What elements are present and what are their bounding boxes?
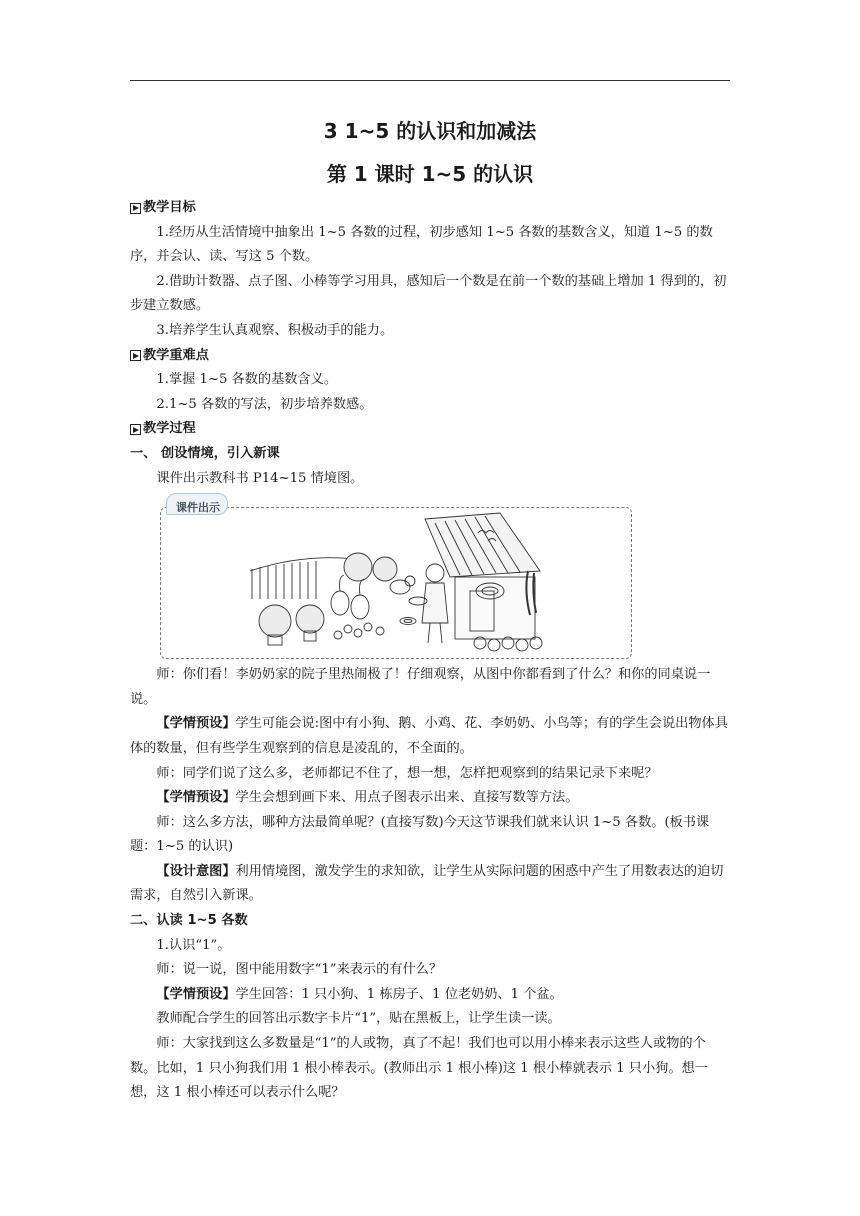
scene-figure — [130, 495, 730, 661]
section-process-heading: 教学过程 — [130, 417, 730, 442]
key-item: 1.掌握 1~5 各数的基数含义。 — [156, 372, 338, 388]
part1-intro: 课件出示教科书 P14~15 情境图。 — [156, 470, 364, 486]
section-goals-heading: 教学目标 — [130, 196, 730, 221]
paragraph: 师：说一说，图中能用数字“1”来表示的有什么？ — [156, 962, 443, 978]
document-body — [130, 196, 730, 1106]
design-tag: 【设计意图】 — [156, 863, 236, 879]
figure-label: 课件出示 — [176, 501, 220, 515]
paragraph: 【学情预设】学生可能会说:图中有小狗、鹅、小鸡、花、李奶奶、小鸟等；有的学生会说出物体具体的数量，但有些学生观察到的信息是凌乱的，不全面的。 — [130, 716, 728, 756]
paragraph: 【学情预设】学生回答：1 只小狗、1 栋房子、1 位老奶奶、1 个盆。 — [156, 986, 563, 1002]
paragraph: 【学情预设】学生会想到画下来、用点子图表示出来、直接写数等方法。 — [156, 790, 579, 806]
courtyard-illustration — [240, 511, 550, 655]
goal-item: 3.培养学生认真观察、积极动手的能力。 — [156, 322, 394, 338]
play-triangle-icon — [130, 203, 141, 214]
paragraph: 教师配合学生的回答出示数字卡片“1”，贴在黑板上，让学生读一读。 — [156, 1011, 561, 1027]
preset-tag: 【学情预设】 — [156, 716, 236, 732]
paragraph: 师：同学们说了这么多，老师都记不住了，想一想，怎样把观察到的结果记录下来呢？ — [156, 765, 658, 781]
section-key-heading: 教学重难点 — [130, 344, 730, 369]
goal-item: 1.经历从生活情境中抽象出 1~5 各数的过程，初步感知 1~5 各数的基数含义，知道 1~5 的数序，并会认、读、写这 5 个数。 — [130, 224, 713, 265]
part2-title: 二、认读 1~5 各数 — [130, 913, 248, 929]
unit-title: 3 1~5 的认识和加减法 — [323, 119, 537, 143]
paragraph: 师：大家找到这么多数量是“1”的人或物，真了不起！我们也可以用小棒来表示这些人或物的个数。比如，1 只小狗我们用 1 根小棒表示。(教师出示 1 根小棒)这 1 根小棒就表示 1 只小狗。想一想，这 1 根小棒还可以表示什么呢？ — [130, 1036, 708, 1101]
goal-item: 2.借助计数器、点子图、小棒等学习用具，感知后一个数是在前一个数的基础上增加 1 得到的，初步建立数感。 — [130, 273, 727, 314]
preset-tag: 【学情预设】 — [156, 790, 236, 806]
paragraph: 1.认识“1”。 — [156, 937, 231, 953]
paragraph: 师：你们看！李奶奶家的院子里热闹极了！仔细观察，从图中你都看到了什么？和你的同桌说一说。 — [130, 667, 711, 707]
paragraph: 师：这么多方法，哪种方法最简单呢？(直接写数)今天这节课我们就来认识 1~5 各数。(板书课题：1~5 的认识) — [130, 814, 710, 855]
part1-title: 一、 创设情境，引入新课 — [130, 445, 280, 461]
top-rule — [130, 80, 730, 81]
key-item: 2.1~5 各数的写法，初步培养数感。 — [156, 396, 373, 412]
play-triangle-icon — [130, 424, 141, 435]
lesson-title: 第 1 课时 1~5 的认识 — [326, 162, 534, 186]
preset-tag: 【学情预设】 — [156, 986, 236, 1002]
paragraph: 【设计意图】利用情境图，激发学生的求知欲，让学生从实际问题的困惑中产生了用数表达的迫切需求，自然引入新课。 — [130, 863, 724, 904]
play-triangle-icon — [130, 350, 141, 361]
